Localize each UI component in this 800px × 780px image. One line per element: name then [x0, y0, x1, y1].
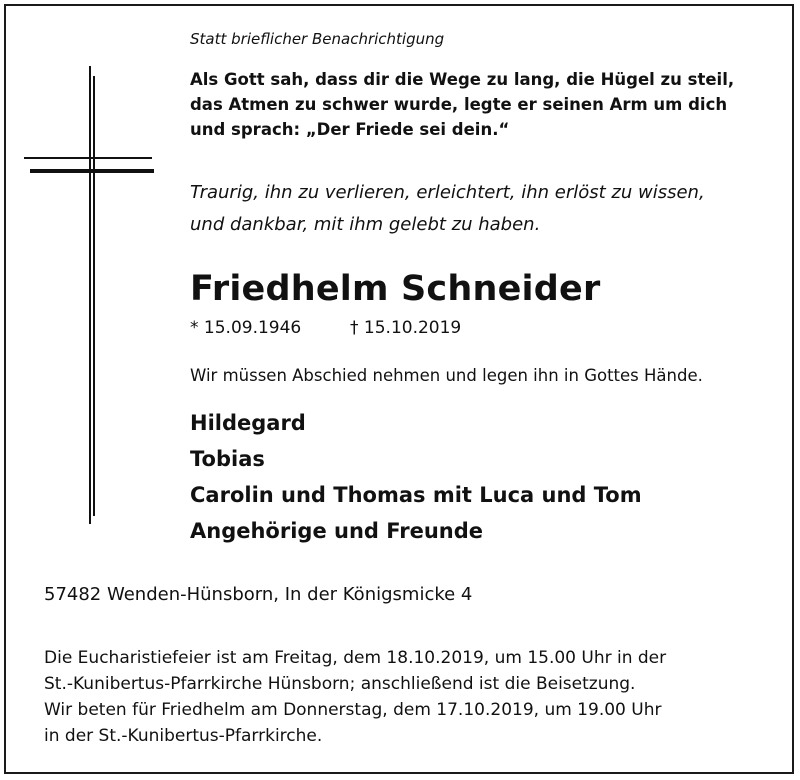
- cross-icon-beam: [24, 157, 154, 173]
- cross-icon: [89, 66, 95, 524]
- sentiment: [190, 177, 705, 241]
- service-info: [44, 645, 666, 749]
- address: 57482 Wenden-Hünsborn, In der Königsmicke 4: [44, 584, 473, 605]
- intro-line: Statt brieflicher Benachrichtigung: [190, 30, 445, 48]
- service-line: St.-Kunibertus-Pfarrkirche Hünsborn; anschließend ist die Beisetzung.: [44, 674, 636, 694]
- mourner: Carolin und Thomas mit Luca und Tom: [190, 483, 642, 507]
- verse: [190, 67, 734, 142]
- mourners-list: [190, 405, 642, 549]
- verse-line: Als Gott sah, dass dir die Wege zu lang, die Hügel zu steil,: [190, 70, 735, 89]
- sentiment-line: Traurig, ihn zu verlieren, erleichtert, ihn erlöst zu wissen,: [190, 182, 705, 203]
- verse-line: das Atmen zu schwer wurde, legte er seinen Arm um dich: [190, 95, 728, 114]
- verse-line: und sprach: „Der Friede sei dein.“: [190, 120, 510, 139]
- farewell-line: Wir müssen Abschied nehmen und legen ihn in Gottes Hände.: [190, 366, 703, 385]
- sentiment-line: und dankbar, mit ihm gelebt zu haben.: [190, 214, 541, 235]
- birth-date: * 15.09.1946: [190, 318, 302, 338]
- service-line: Wir beten für Friedhelm am Donnerstag, dem 17.10.2019, um 19.00 Uhr: [44, 700, 662, 720]
- service-line: Die Eucharistiefeier ist am Freitag, dem 18.10.2019, um 15.00 Uhr in der: [44, 648, 667, 668]
- death-date: † 15.10.2019: [350, 318, 462, 338]
- deceased-name: Friedhelm Schneider: [190, 269, 601, 309]
- mourner: Hildegard: [190, 411, 306, 435]
- mourner: Angehörige und Freunde: [190, 519, 484, 543]
- mourner: Tobias: [190, 447, 265, 471]
- service-line: in der St.-Kunibertus-Pfarrkirche.: [44, 726, 323, 746]
